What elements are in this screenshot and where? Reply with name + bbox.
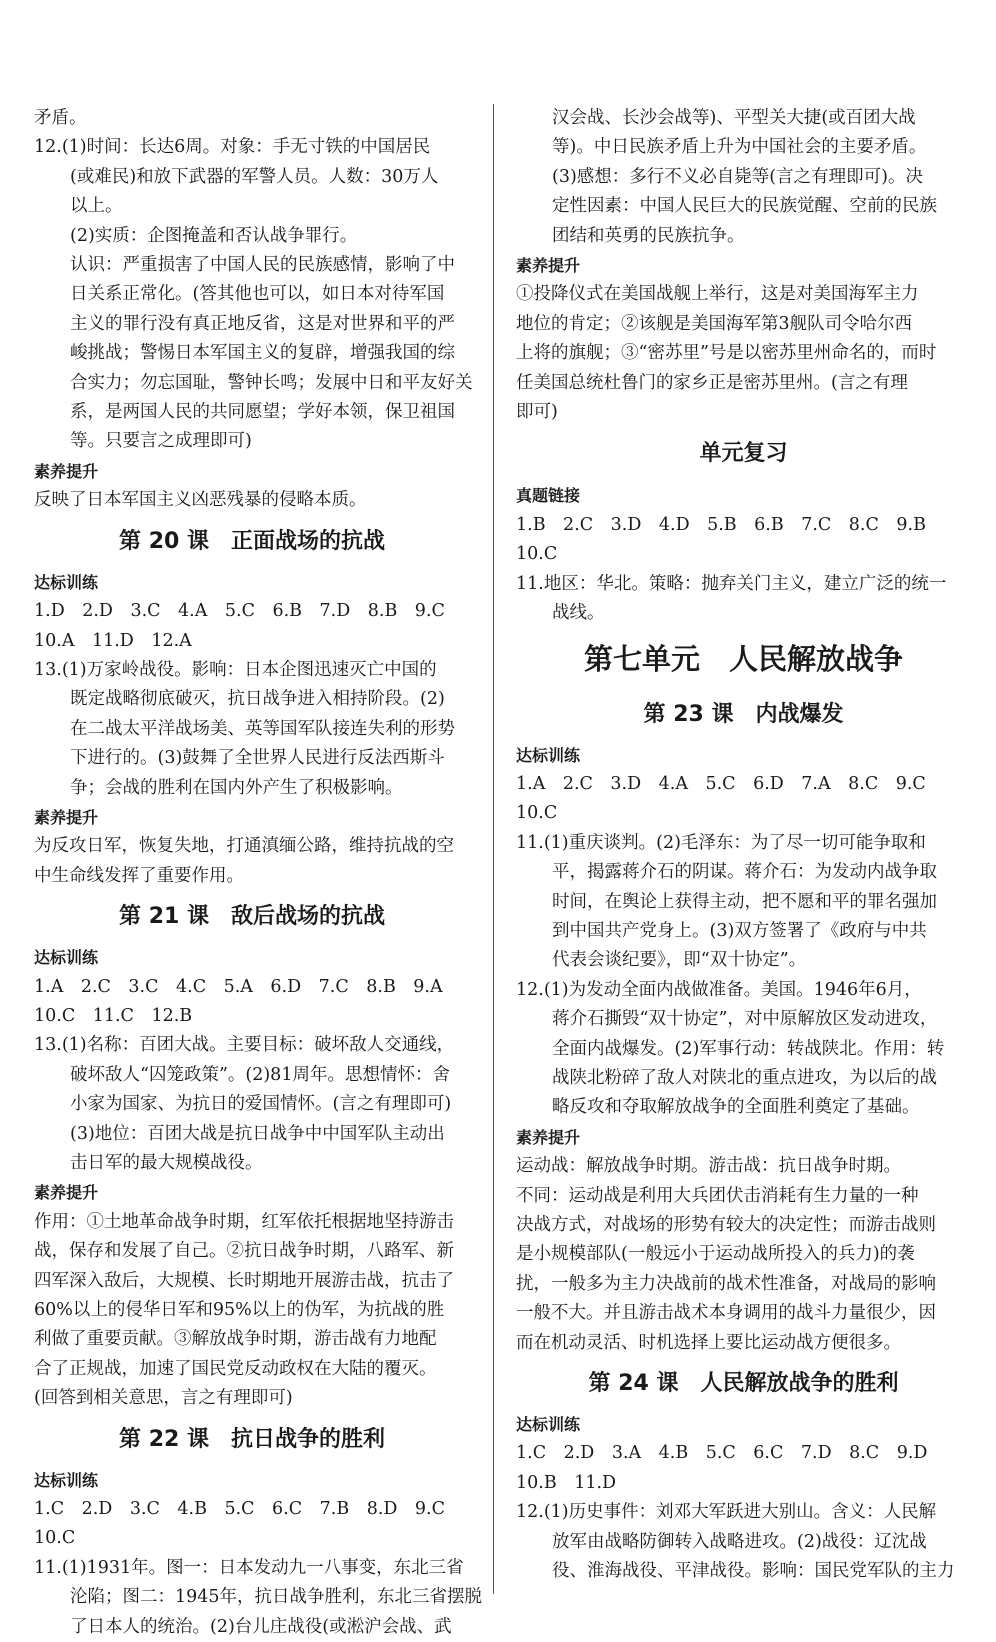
text-line: 中生命线发挥了重要作用。 [34, 865, 244, 886]
section-heading: 达标训练 [516, 745, 581, 765]
text-line: 在二战太平洋战场美、英等国军队接连失利的形势 [70, 718, 455, 739]
text-line: 12.(1)为发动全面内战做准备。美国。1946年6月， [516, 979, 922, 1000]
text-line: 运动战：解放战争时期。游击战：抗日战争时期。 [516, 1156, 901, 1177]
text-line: 13.(1)名称：百团大战。主要目标：破坏敌人交通线， [34, 1035, 455, 1056]
text-line: 决战方式，对战场的形势有较大的决定性；而游击战则 [516, 1215, 936, 1235]
text-line: 为反攻日军，恢复失地，打通滇缅公路，维持抗战的空 [34, 836, 454, 857]
text-line: 11.(1)重庆谈判。(2)毛泽东：为了尽一切可能争取和 [516, 832, 926, 853]
section-heading: 真题链接 [516, 486, 581, 506]
answer-line: 10.C 11.C 12.B [34, 1005, 193, 1026]
answer-line: 1.C 2.D 3.A 4.B 5.C 6.C 7.D 8.C 9.D [516, 1443, 928, 1464]
answer-line: 10.C [34, 1528, 76, 1549]
text-line: 11.地区：华北。策略：抛弃关门主义，建立广泛的统一 [516, 573, 947, 594]
text-line: 战线。 [552, 603, 605, 624]
unit-seven-title: 第七单元 人民解放战争 [583, 641, 903, 676]
text-line: 利做了重要贡献。③解放战争时期，游击战有力地配 [34, 1329, 437, 1350]
left-column [34, 104, 483, 1642]
text-line: (或难民)和放下武器的军警人员。人数：30万人 [70, 166, 439, 187]
text-line: 地位的肯定；②该舰是美国海军第3舰队司令哈尔西 [516, 313, 913, 334]
text-line: 到中国共产党身上。(3)双方签署了《政府与中共 [552, 920, 927, 941]
text-line: 反映了日本军国主义凶恶残暴的侵略本质。 [34, 490, 367, 511]
text-line: 汉会战、长沙会战等)、平型关大捷(或百团大战 [552, 108, 916, 128]
text-line: (回答到相关意思，言之有理即可) [34, 1388, 293, 1409]
section-heading: 达标训练 [516, 1415, 581, 1435]
text-line: 12.(1)历史事件：刘邓大军跃进大别山。含义：人民解 [516, 1502, 937, 1523]
section-heading: 素养提升 [34, 1183, 99, 1203]
section-heading: 达标训练 [34, 572, 99, 592]
text-line: 下进行的。(3)鼓舞了全世界人民进行反法西斯斗 [70, 748, 445, 769]
lesson-title-20: 第 20 课 正面战场的抗战 [119, 528, 385, 554]
text-line: 全面内战爆发。(2)军事行动：转战陕北。作用：转 [552, 1038, 945, 1059]
section-heading: 达标训练 [34, 1470, 99, 1490]
column-divider [493, 104, 494, 1594]
text-line: 以上。 [70, 196, 123, 217]
answer-line: 1.D 2.D 3.C 4.A 5.C 6.B 7.D 8.B 9.C [34, 601, 445, 622]
text-line: 蒋介石撕毁“双十协定”，对中原解放区发动进攻， [552, 1009, 938, 1030]
answer-line: 1.A 2.C 3.C 4.C 5.A 6.D 7.C 8.B 9.A [34, 976, 443, 997]
text-line: 峻挑战；警惕日本军国主义的复辟，增强我国的综 [70, 343, 455, 364]
text-line: 60%以上的侵华日军和95%以上的伪军，为抗战的胜 [34, 1300, 445, 1321]
lesson-title-22: 第 22 课 抗日战争的胜利 [119, 1426, 385, 1452]
text-line: 争；会战的胜利在国内外产生了积极影响。 [70, 777, 403, 798]
text-line: 合实力；勿忘国耻，警钟长鸣；发展中日和平友好关 [70, 372, 473, 393]
lesson-title-24: 第 24 课 人民解放战争的胜利 [588, 1371, 899, 1397]
answer-line: 10.C [516, 803, 558, 824]
text-line: ①投降仪式在美国战舰上举行，这是对美国海军主力 [516, 284, 919, 305]
text-line: 役、淮海战役、平津战役。影响：国民党军队的主力 [552, 1561, 955, 1582]
text-line: 矛盾。 [34, 108, 87, 128]
answer-line: 10.C [516, 544, 558, 565]
section-heading: 素养提升 [34, 461, 99, 481]
question-12-block [34, 133, 473, 456]
section-heading: 达标训练 [34, 948, 99, 968]
text-line: 战，保存和发展了自己。②抗日战争时期，八路军、新 [34, 1241, 454, 1262]
text-line: 11.(1)1931年。图一：日本发动九一八事变，东北三省 [34, 1557, 464, 1578]
text-line: 沦陷；图二：1945年，抗日战争胜利，东北三省摆脱 [70, 1587, 483, 1608]
text-line: 作用：①土地革命战争时期，红军依托根据地坚持游击 [34, 1211, 454, 1232]
text-line: 即可) [516, 402, 558, 423]
section-heading: 素养提升 [34, 807, 99, 827]
unit-review-title: 单元复习 [699, 441, 788, 467]
text-line: 日关系正常化。(答其他也可以，如日本对待军国 [70, 284, 445, 305]
lesson-title-23: 第 23 课 内战爆发 [643, 701, 844, 727]
text-line: (3)感想：多行不义必自毙等(言之有理即可)。决 [552, 166, 923, 187]
text-line: 四军深入敌后，大规模、长时期地开展游击战，抗击了 [34, 1270, 454, 1291]
text-line: 略反攻和夺取解放战争的全面胜利奠定了基础。 [552, 1097, 920, 1118]
text-line: 战陕北粉碎了敌人对陕北的重点进攻，为以后的战 [552, 1067, 937, 1088]
answer-line: 1.B 2.C 3.D 4.D 5.B 6.B 7.C 8.C 9.B [516, 514, 926, 535]
right-column [516, 104, 971, 1586]
section-heading: 素养提升 [516, 256, 581, 276]
text-line: 上将的旗舰；③“密苏里”号是以密苏里州命名的，而时 [516, 343, 937, 364]
text-line: 等)。中日民族矛盾上升为中国社会的主要矛盾。 [552, 137, 927, 158]
answer-line: 10.B 11.D [516, 1472, 617, 1493]
text-line: 而在机动灵活、时机选择上要比运动战方便很多。 [516, 1332, 901, 1353]
text-line: 小家为国家、为抗日的爱国情怀。(言之有理即可) [70, 1094, 452, 1115]
text-line: 12.(1)时间：长达6周。对象：手无寸铁的中国居民 [34, 137, 431, 158]
text-line: 一般不大。并且游击战术本身调用的战斗力量很少，因 [516, 1303, 936, 1324]
answer-line: 10.A 11.D 12.A [34, 630, 192, 651]
answer-line: 1.C 2.D 3.C 4.B 5.C 6.C 7.B 8.D 9.C [34, 1499, 446, 1520]
text-line: 了日本人的统治。(2)台儿庄战役(或淞沪会战、武 [70, 1616, 452, 1637]
text-line: (3)地位：百团大战是抗日战争中中国军队主动出 [70, 1123, 445, 1144]
text-line: 时间，在舆论上获得主动，把不愿和平的罪名强加 [552, 891, 937, 912]
text-line: 定性因素：中国人民巨大的民族觉醒、空前的民族 [552, 196, 937, 217]
answer-line: 1.A 2.C 3.D 4.A 5.C 6.D 7.A 8.C 9.C [516, 773, 926, 794]
lesson-title-21: 第 21 课 敌后战场的抗战 [119, 904, 385, 930]
text-line: (2)实质：企图掩盖和否认战争罪行。 [70, 225, 358, 246]
text-line: 破坏敌人“囚笼政策”。(2)81周年。思想情怀：舍 [70, 1064, 450, 1085]
text-line: 是小规模部队(一般远小于运动战所投入的兵力)的袭 [516, 1244, 915, 1265]
text-line: 平，揭露蒋介石的阴谋。蒋介石：为发动内战争取 [552, 862, 937, 883]
text-line: 系，是两国人民的共同愿望；学好本领，保卫祖国 [70, 402, 455, 423]
text-line: 13.(1)万家岭战役。影响：日本企图迅速灭亡中国的 [34, 659, 437, 680]
text-line: 既定战略彻底破灭，抗日战争进入相持阶段。(2) [70, 689, 445, 710]
text-line: 扰，一般多为主力决战前的战术性准备，对战局的影响 [516, 1273, 936, 1294]
text-line: 等。只要言之成理即可) [70, 431, 252, 452]
text-line: 代表会谈纪要》，即“双十协定”。 [552, 950, 807, 971]
text-line: 团结和英勇的民族抗争。 [552, 225, 745, 246]
text-line: 任美国总统杜鲁门的家乡正是密苏里州。(言之有理 [516, 372, 908, 393]
text-line: 认识：严重损害了中国人民的民族感情，影响了中 [70, 255, 455, 276]
text-line: 主义的罪行没有真正地反省，这是对世界和平的严 [70, 313, 455, 334]
text-line: 合了正规战，加速了国民党反动政权在大陆的覆灭。 [34, 1358, 437, 1379]
text-line: 击日军的最大规模战役。 [70, 1153, 263, 1173]
section-heading: 素养提升 [516, 1127, 581, 1147]
text-line: 不同：运动战是利用大兵团伏击消耗有生力量的一种 [516, 1185, 919, 1206]
text-line: 放军由战略防御转入战略进攻。(2)战役：辽沈战 [552, 1531, 927, 1552]
